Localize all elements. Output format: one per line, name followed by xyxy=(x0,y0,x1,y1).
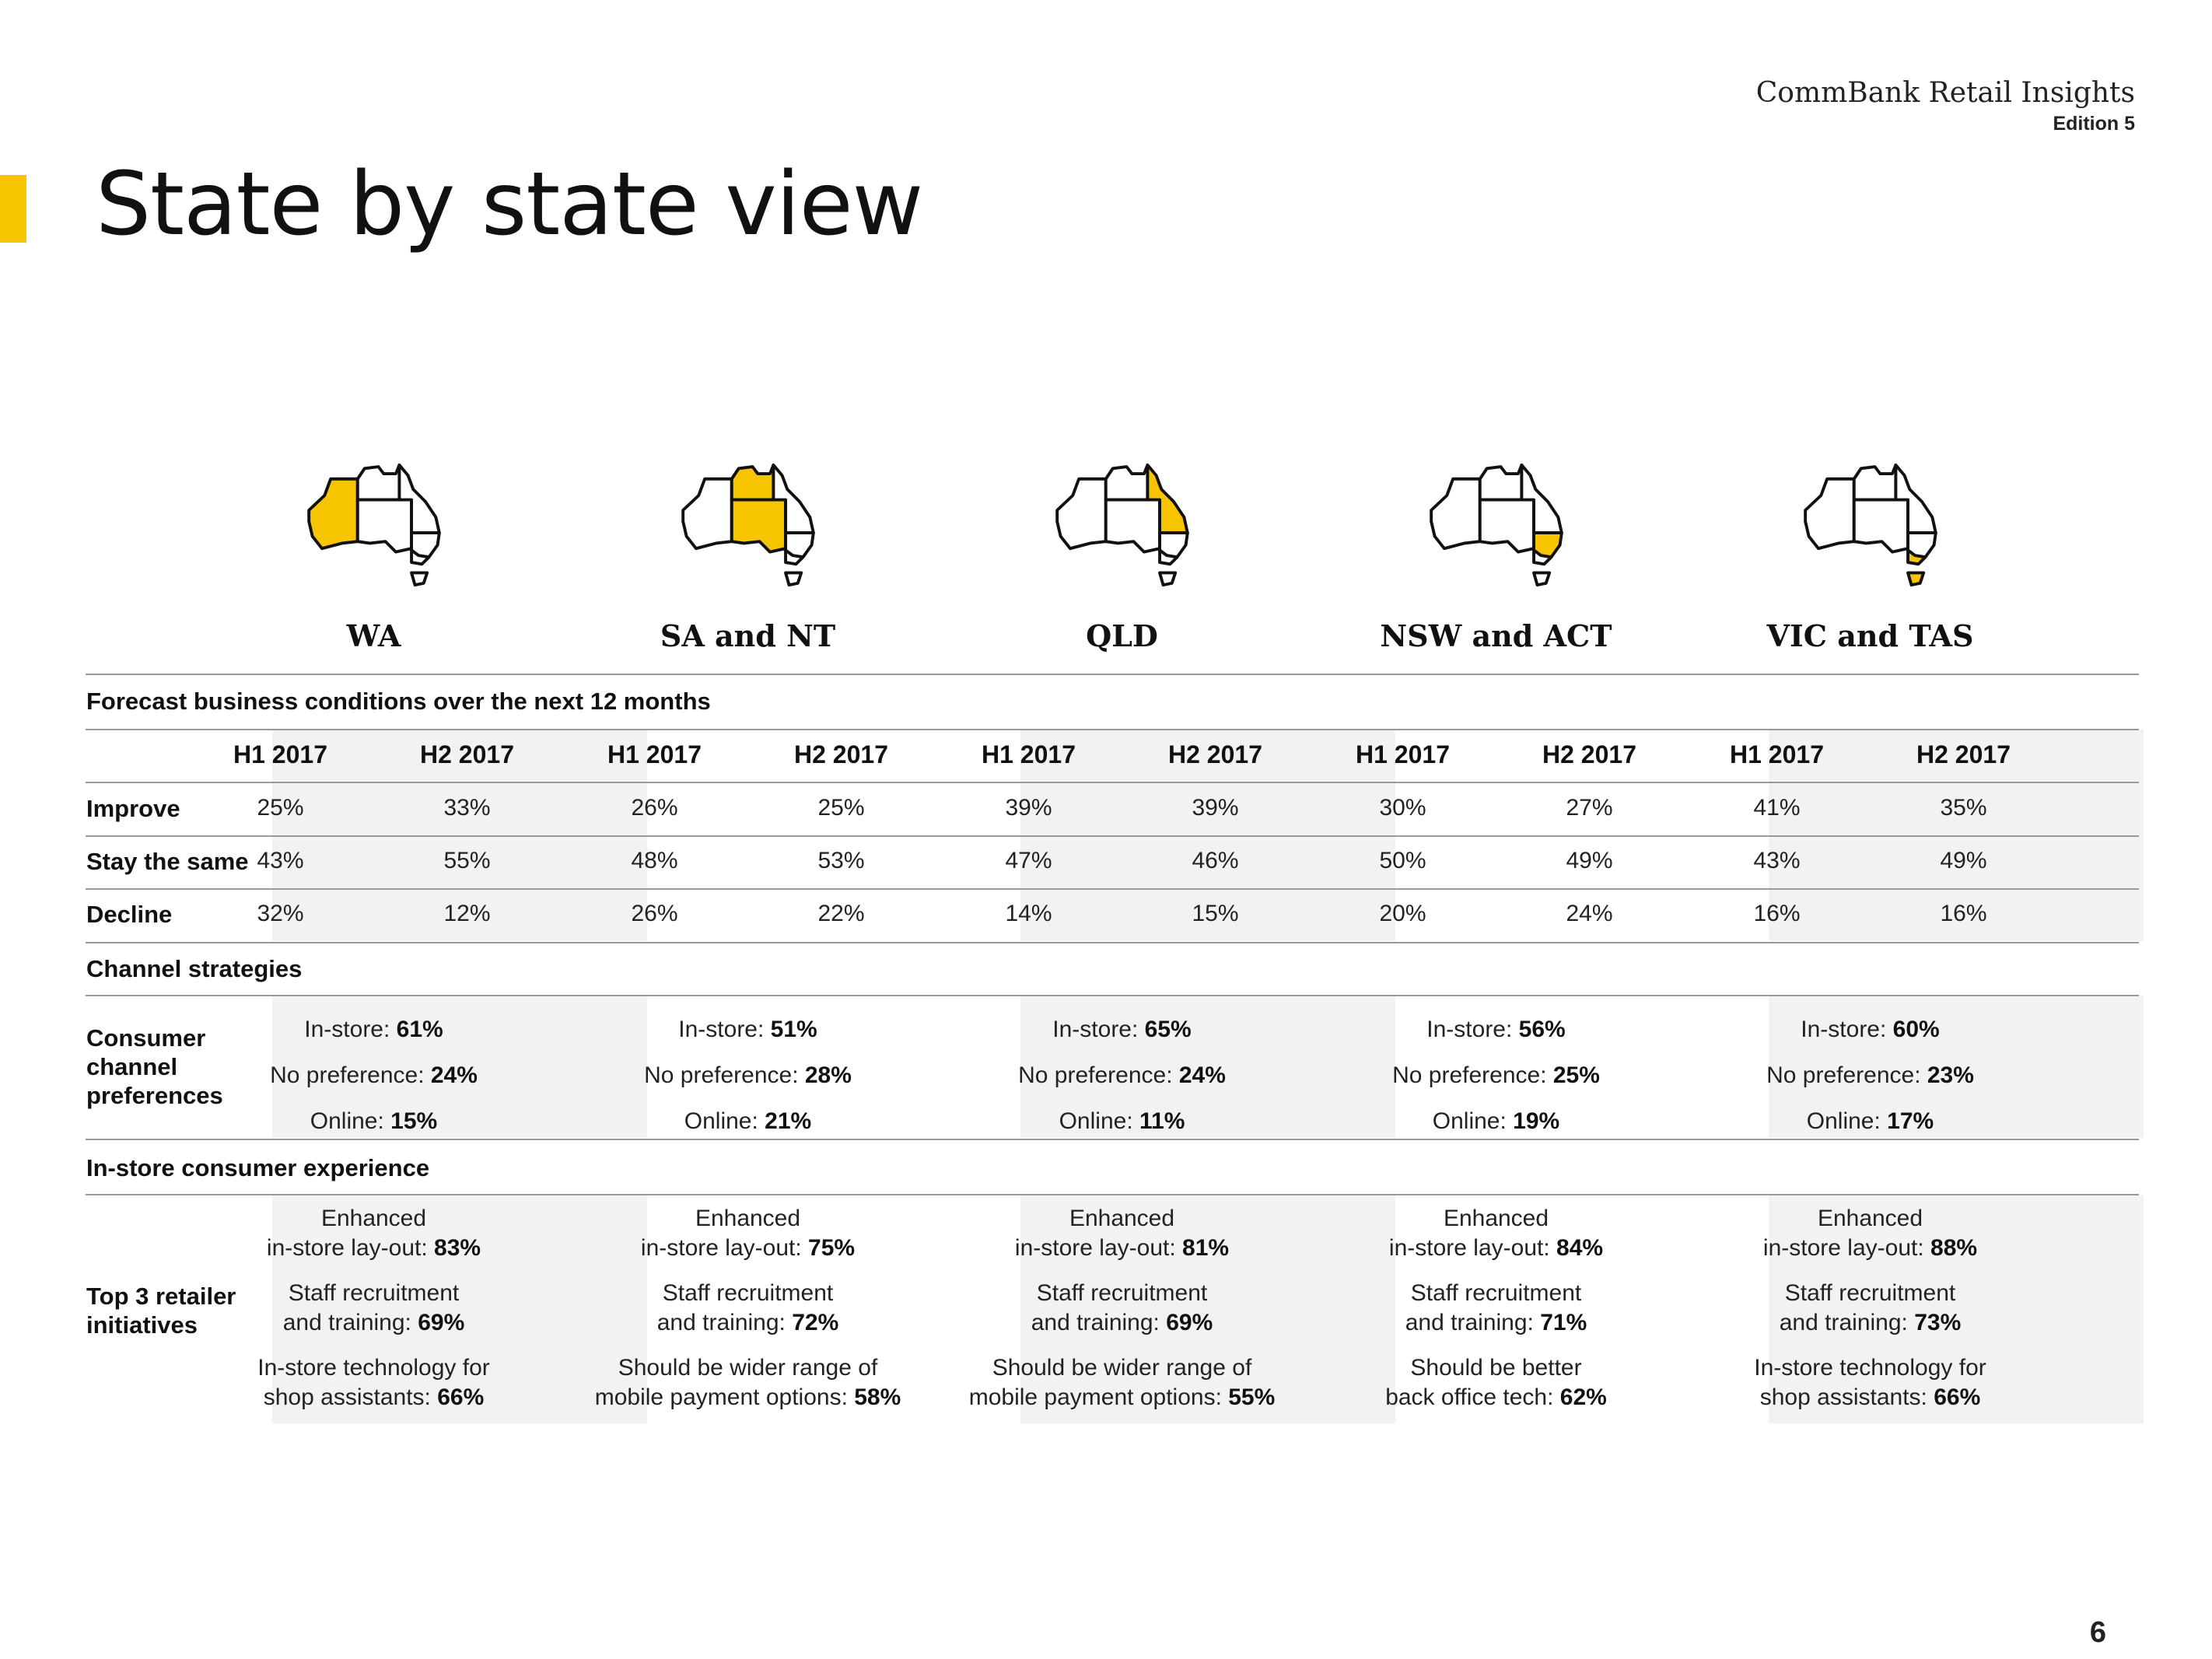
forecast-value: 48% xyxy=(631,848,678,873)
initiative-line: Should be wider range of xyxy=(992,1355,1252,1381)
australia-map-icon xyxy=(300,447,448,603)
row-label-line: initiatives xyxy=(86,1311,198,1339)
initiative-line xyxy=(257,1383,490,1412)
preference-label: In-store: xyxy=(304,1017,397,1042)
top-initiatives xyxy=(969,1204,1276,1412)
edition-label: Edition 5 xyxy=(2053,113,2135,135)
preference-line xyxy=(1018,1098,1226,1144)
initiative-item xyxy=(595,1204,901,1263)
initiative-label: and training: xyxy=(656,1310,793,1335)
initiative-item xyxy=(257,1279,490,1338)
top-initiatives xyxy=(1754,1204,1986,1412)
initiative-value: 81% xyxy=(1182,1235,1230,1261)
preference-line xyxy=(270,1052,478,1098)
brand-header xyxy=(1756,76,2135,135)
initiative-line: Staff recruitment xyxy=(1410,1280,1582,1306)
tas-region xyxy=(1534,572,1549,585)
tas-region xyxy=(786,572,801,585)
forecast-value: 26% xyxy=(631,901,678,926)
row-label-line: Top 3 retailer xyxy=(86,1283,236,1310)
period-header: H1 2017 xyxy=(1730,740,1824,768)
initiative-label: in-store lay-out: xyxy=(1762,1235,1931,1261)
preference-value: 21% xyxy=(765,1108,812,1134)
region-name: NSW and ACT xyxy=(1380,618,1612,653)
initiative-label: mobile payment options: xyxy=(968,1384,1229,1410)
initiative-line: Staff recruitment xyxy=(1036,1280,1208,1306)
page-title: State by state view xyxy=(96,154,923,255)
australia-map-icon xyxy=(1797,447,1944,603)
forecast-row-label: Stay the same xyxy=(86,848,249,875)
channel-preferences xyxy=(1018,1006,1226,1144)
forecast-section-title: Forecast business conditions over the next 12 months xyxy=(86,688,711,715)
channel-preferences xyxy=(644,1006,852,1144)
australia-map-icon xyxy=(1423,447,1570,603)
initiative-label: and training: xyxy=(1031,1310,1167,1335)
row-divider xyxy=(86,942,2139,943)
forecast-value: 50% xyxy=(1379,848,1426,873)
preference-label: In-store: xyxy=(1052,1017,1145,1042)
forecast-value: 27% xyxy=(1566,795,1613,821)
initiative-line xyxy=(257,1234,490,1263)
row-divider xyxy=(86,674,2139,675)
initiative-label: in-store lay-out: xyxy=(640,1235,809,1261)
preference-line xyxy=(1392,1098,1600,1144)
forecast-value: 55% xyxy=(443,848,491,873)
wa-region xyxy=(1805,479,1854,548)
preference-line xyxy=(1392,1052,1600,1098)
initiative-line: Staff recruitment xyxy=(1784,1280,1956,1306)
preference-value: 24% xyxy=(1178,1062,1226,1088)
period-header: H2 2017 xyxy=(794,740,888,768)
australia-map-icon xyxy=(674,447,822,603)
preference-line xyxy=(644,1006,852,1052)
nt-region xyxy=(357,465,399,500)
initiative-value: 71% xyxy=(1540,1310,1587,1335)
top-initiatives xyxy=(257,1204,490,1412)
initiative-item xyxy=(1385,1279,1607,1338)
initiative-label: back office tech: xyxy=(1385,1384,1560,1410)
initiative-line: Should be better xyxy=(1410,1355,1582,1381)
period-header: H2 2017 xyxy=(420,740,514,768)
forecast-value: 30% xyxy=(1379,795,1426,821)
region-name: SA and NT xyxy=(660,618,836,653)
preference-label: In-store: xyxy=(1426,1017,1519,1042)
initiative-item xyxy=(1385,1204,1607,1263)
initiative-line xyxy=(1754,1383,1986,1412)
preference-line xyxy=(270,1006,478,1052)
row-label-line: Consumer xyxy=(86,1024,206,1052)
sa-region xyxy=(1479,500,1533,552)
forecast-value: 20% xyxy=(1379,901,1426,926)
row-divider xyxy=(86,995,2139,996)
preference-label: Online: xyxy=(1806,1108,1888,1134)
preference-line xyxy=(1766,1006,1974,1052)
row-divider xyxy=(86,782,2139,783)
wa-region xyxy=(309,479,358,548)
forecast-value: 43% xyxy=(257,848,304,873)
initiative-value: 69% xyxy=(1166,1310,1213,1335)
initiative-line xyxy=(595,1308,901,1338)
initiative-item xyxy=(257,1204,490,1263)
initiative-line: Enhanced xyxy=(695,1206,801,1231)
australia-map-icon xyxy=(1048,447,1196,603)
forecast-value: 39% xyxy=(1192,795,1239,821)
period-header: H2 2017 xyxy=(1916,740,2011,768)
sa-region xyxy=(1853,500,1907,552)
initiative-label: in-store lay-out: xyxy=(1388,1235,1557,1261)
initiative-value: 72% xyxy=(792,1310,839,1335)
region-names xyxy=(86,618,2139,673)
initiative-label: in-store lay-out: xyxy=(1014,1235,1183,1261)
preference-value: 61% xyxy=(396,1017,443,1042)
preference-label: In-store: xyxy=(1801,1017,1893,1042)
wa-region xyxy=(683,479,732,548)
forecast-row-label: Improve xyxy=(86,795,180,822)
preference-line xyxy=(1766,1052,1974,1098)
initiative-item xyxy=(969,1204,1276,1263)
forecast-row-label: Decline xyxy=(86,901,173,928)
channel-preferences xyxy=(270,1006,478,1144)
preference-line xyxy=(1018,1052,1226,1098)
forecast-value: 22% xyxy=(817,901,865,926)
row-divider xyxy=(86,835,2139,837)
initiative-line xyxy=(595,1383,901,1412)
initiative-line: Enhanced xyxy=(1817,1206,1923,1231)
initiative-item xyxy=(595,1279,901,1338)
initiative-line xyxy=(969,1234,1276,1263)
initiative-value: 66% xyxy=(1934,1384,1981,1410)
nt-region xyxy=(1479,465,1521,500)
forecast-value: 16% xyxy=(1753,901,1801,926)
initiative-item xyxy=(969,1353,1276,1412)
experience-section-title: In-store consumer experience xyxy=(86,1154,430,1181)
brand-name: CommBank Retail Insights xyxy=(1755,77,2135,109)
forecast-value: 24% xyxy=(1566,901,1613,926)
channel-preferences xyxy=(1392,1006,1600,1144)
row-label-line: channel xyxy=(86,1053,178,1080)
preference-line xyxy=(644,1098,852,1144)
initiative-line xyxy=(1385,1234,1607,1263)
initiative-label: shop assistants: xyxy=(263,1384,438,1410)
preference-label: No preference: xyxy=(1766,1062,1927,1088)
preference-label: Online: xyxy=(1059,1108,1139,1134)
wa-region xyxy=(1057,479,1106,548)
period-header: H2 2017 xyxy=(1168,740,1262,768)
initiative-line: Staff recruitment xyxy=(662,1280,834,1306)
initiative-label: mobile payment options: xyxy=(594,1384,855,1410)
preference-value: 28% xyxy=(804,1062,852,1088)
preference-value: 19% xyxy=(1513,1108,1560,1134)
initiative-value: 84% xyxy=(1556,1235,1604,1261)
row-label-line: preferences xyxy=(86,1082,223,1109)
top-initiatives xyxy=(595,1204,901,1412)
initiative-value: 88% xyxy=(1930,1235,1978,1261)
sa-region xyxy=(731,500,785,552)
initiative-line: Enhanced xyxy=(1069,1206,1175,1231)
initiative-line xyxy=(1754,1234,1986,1263)
region-maps xyxy=(86,447,2139,607)
preference-line xyxy=(1766,1098,1974,1144)
initiative-line xyxy=(969,1383,1276,1412)
nt-region xyxy=(1853,465,1895,500)
initiative-item xyxy=(969,1279,1276,1338)
initiative-label: in-store lay-out: xyxy=(266,1235,435,1261)
initiative-line xyxy=(257,1308,490,1338)
forecast-value: 35% xyxy=(1940,795,1987,821)
forecast-value: 53% xyxy=(817,848,865,873)
initiative-label: and training: xyxy=(1779,1310,1915,1335)
nt-region xyxy=(731,465,773,500)
page-number: 6 xyxy=(2089,1616,2106,1649)
initiative-line xyxy=(595,1234,901,1263)
forecast-value: 49% xyxy=(1566,848,1613,873)
initiative-line xyxy=(969,1308,1276,1338)
preference-line xyxy=(270,1098,478,1144)
initiative-value: 83% xyxy=(434,1235,481,1261)
sa-region xyxy=(1105,500,1159,552)
experience-row-label xyxy=(86,1282,236,1339)
initiative-value: 73% xyxy=(1914,1310,1962,1335)
initiative-line: Enhanced xyxy=(1443,1206,1549,1231)
period-header: H1 2017 xyxy=(1356,740,1450,768)
initiative-value: 62% xyxy=(1559,1384,1607,1410)
channel-row-label xyxy=(86,1024,223,1110)
initiative-line xyxy=(1385,1308,1607,1338)
preference-value: 24% xyxy=(430,1062,478,1088)
initiative-label: shop assistants: xyxy=(1759,1384,1934,1410)
initiative-value: 75% xyxy=(808,1235,856,1261)
forecast-value: 46% xyxy=(1192,848,1239,873)
initiative-line: In-store technology for xyxy=(1754,1355,1986,1381)
period-header: H1 2017 xyxy=(233,740,327,768)
forecast-value: 25% xyxy=(257,795,304,821)
forecast-value: 26% xyxy=(631,795,678,821)
row-divider xyxy=(86,1194,2139,1195)
preference-label: No preference: xyxy=(644,1062,805,1088)
period-header: H1 2017 xyxy=(982,740,1076,768)
preference-value: 25% xyxy=(1552,1062,1600,1088)
forecast-value: 12% xyxy=(443,901,491,926)
initiative-item xyxy=(1754,1353,1986,1412)
nt-region xyxy=(1105,465,1147,500)
preference-label: No preference: xyxy=(270,1062,431,1088)
period-header: H2 2017 xyxy=(1542,740,1636,768)
initiative-item xyxy=(595,1353,901,1412)
preference-value: 56% xyxy=(1518,1017,1566,1042)
channel-preferences xyxy=(1766,1006,1974,1144)
forecast-value: 49% xyxy=(1940,848,1987,873)
initiative-line: Enhanced xyxy=(320,1206,427,1231)
initiative-value: 55% xyxy=(1228,1384,1276,1410)
preference-value: 65% xyxy=(1144,1017,1192,1042)
period-header: H1 2017 xyxy=(607,740,702,768)
preference-value: 15% xyxy=(390,1108,438,1134)
forecast-value: 15% xyxy=(1192,901,1239,926)
initiative-item xyxy=(257,1353,490,1412)
initiative-line: Should be wider range of xyxy=(618,1355,878,1381)
region-name: VIC and TAS xyxy=(1766,618,1974,653)
forecast-value: 43% xyxy=(1753,848,1801,873)
initiative-label: and training: xyxy=(282,1310,418,1335)
forecast-value: 32% xyxy=(257,901,304,926)
forecast-value: 16% xyxy=(1940,901,1987,926)
forecast-value: 39% xyxy=(1005,795,1052,821)
preference-label: In-store: xyxy=(678,1017,771,1042)
region-name: QLD xyxy=(1086,618,1158,653)
tas-region xyxy=(1908,572,1923,585)
initiative-item xyxy=(1754,1279,1986,1338)
preference-label: No preference: xyxy=(1018,1062,1179,1088)
forecast-value: 14% xyxy=(1005,901,1052,926)
tas-region xyxy=(411,572,427,585)
preference-label: Online: xyxy=(310,1108,391,1134)
wa-region xyxy=(1431,479,1480,548)
initiative-line xyxy=(1754,1308,1986,1338)
channel-section-title: Channel strategies xyxy=(86,955,303,982)
forecast-value: 33% xyxy=(443,795,491,821)
preference-line xyxy=(1018,1006,1226,1052)
preference-label: Online: xyxy=(1432,1108,1514,1134)
region-name: WA xyxy=(346,618,401,653)
tas-region xyxy=(1160,572,1175,585)
initiative-label: and training: xyxy=(1405,1310,1541,1335)
row-divider xyxy=(86,729,2139,730)
initiative-value: 66% xyxy=(437,1384,485,1410)
forecast-value: 25% xyxy=(817,795,865,821)
initiative-line: Staff recruitment xyxy=(288,1280,460,1306)
row-divider xyxy=(86,888,2139,890)
top-initiatives xyxy=(1385,1204,1607,1412)
preference-label: No preference: xyxy=(1392,1062,1553,1088)
preference-value: 51% xyxy=(770,1017,817,1042)
preference-line xyxy=(644,1052,852,1098)
initiative-line xyxy=(1385,1383,1607,1412)
preference-line xyxy=(1392,1006,1600,1052)
forecast-value: 41% xyxy=(1753,795,1801,821)
sa-region xyxy=(357,500,411,552)
initiative-value: 58% xyxy=(854,1384,901,1410)
preference-label: Online: xyxy=(684,1108,765,1134)
preference-value: 11% xyxy=(1139,1108,1185,1134)
forecast-value: 47% xyxy=(1005,848,1052,873)
initiative-value: 69% xyxy=(418,1310,465,1335)
initiative-line: In-store technology for xyxy=(257,1355,490,1381)
preference-value: 60% xyxy=(1892,1017,1940,1042)
preference-value: 23% xyxy=(1927,1062,1974,1088)
preference-value: 17% xyxy=(1887,1108,1934,1134)
initiative-item xyxy=(1754,1204,1986,1263)
title-accent-bar xyxy=(0,175,26,243)
initiative-item xyxy=(1385,1353,1607,1412)
